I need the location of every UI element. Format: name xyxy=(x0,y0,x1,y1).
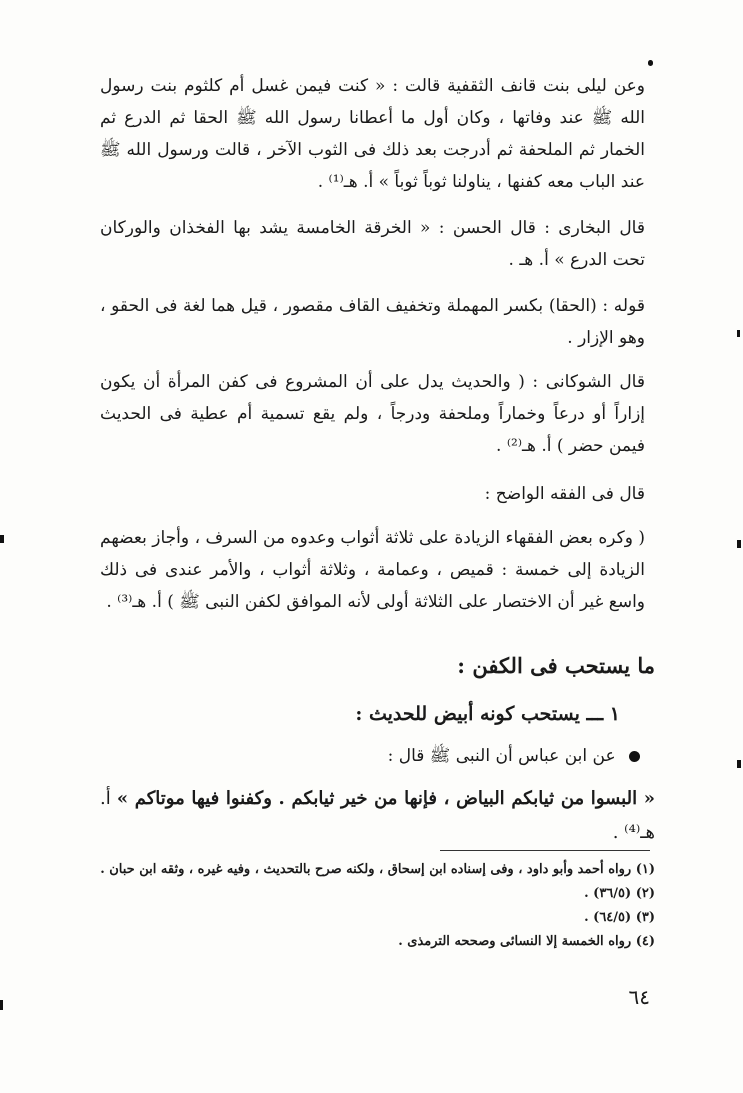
scan-edge-mark xyxy=(0,1000,3,1010)
paragraph-text: قال فى الفقه الواضح : xyxy=(484,484,645,504)
paragraph-haqa xyxy=(100,290,645,354)
scan-edge-mark xyxy=(737,760,741,768)
paragraph-text: قال البخارى : قال الحسن : « الخرقة الخامسة يشد بها الفخذان والوركان تحت الدرع » أ. هـ . xyxy=(100,218,645,270)
hadith-reference: أ. هـ⁽⁴⁾ . xyxy=(100,788,655,843)
hadith-text: « البسوا من ثيابكم البياض ، فإنها من خير ثيابكم . وكفنوا فيها موتاكم » xyxy=(116,788,655,809)
footnote-3: (٣) (٦٤/٥) . xyxy=(584,910,655,925)
hadith-quote xyxy=(100,782,655,850)
footnotes xyxy=(100,858,655,954)
paragraph-shawkani xyxy=(100,366,645,462)
paragraph-text: قال الشوكانى : ( والحديث يدل على أن المشروع فى كفن المرأة أن يكون إزاراً أو درعاً وخماراً وملحفة ودرجاً ، ولم يقع تسمية أم عطية فى الحديث فيمن حضر ) أ. هـ⁽²⁾ . xyxy=(100,372,645,456)
scan-dot-mark xyxy=(648,60,653,66)
subsection-heading: ١ ـــ يستحب كونه أبيض للحديث : xyxy=(355,703,620,725)
footnote-4: (٤) رواه الخمسة إلا النسائى وصححه الترمذى . xyxy=(398,934,655,949)
scan-edge-mark xyxy=(0,535,4,543)
paragraph-fiqh-quote xyxy=(100,522,645,618)
section-heading: ما يستحب فى الكفن : xyxy=(457,653,655,678)
bullet-item xyxy=(100,740,640,772)
bullet-dot-icon xyxy=(629,751,640,762)
paragraph-text: ( وكره بعض الفقهاء الزيادة على ثلاثة أثواب وعدوه من السرف ، وأجاز بعضهم الزيادة إلى خمسة : قميص ، وعمامة ، وثلاثة أثواب ، والأمر عندى فى ذلك واسع غير أن الاختصار على الثلاثة أولى لأنه الموافق لكفن النبى ﷺ ) أ. هـ⁽³⁾ . xyxy=(100,528,645,612)
paragraph-fiqh-title xyxy=(100,478,645,510)
paragraph-text: وعن ليلى بنت قانف الثقفية قالت : « كنت فيمن غسل أم كلثوم بنت رسول الله ﷺ عند وفاتها ، وكان أول ما أعطانا رسول الله ﷺ الحقا ثم الدرع ثم الخمار ثم الملحفة ثم أدرجت بعد ذلك فى الثوب الآخر ، قالت ورسول الله ﷺ عند الباب معه كفنها ، يناولنا ثوباً ثوباً » أ. هـ⁽¹⁾ . xyxy=(100,76,645,192)
footnote-1: (١) رواه أحمد وأبو داود ، وفى إسناده ابن إسحاق ، ولكنه صرح بالتحديث ، وفيه غيره ، وثقه ابن حبان . xyxy=(100,862,655,877)
paragraph-laila-hadith xyxy=(100,70,645,198)
paragraph-bukhari xyxy=(100,212,645,276)
scan-edge-mark xyxy=(737,540,741,548)
page-number: ٦٤ xyxy=(628,985,650,1009)
footnote-2: (٢) (٣٦/٥) . xyxy=(584,886,655,901)
scan-edge-mark xyxy=(737,330,740,337)
paragraph-text: قوله : (الحقا) بكسر المهملة وتخفيف القاف مقصور ، قيل هما لغة فى الحقو ، وهو الإزار . xyxy=(100,296,645,348)
bullet-text: عن ابن عباس أن النبى ﷺ قال : xyxy=(387,746,616,766)
footnote-divider xyxy=(440,850,650,851)
